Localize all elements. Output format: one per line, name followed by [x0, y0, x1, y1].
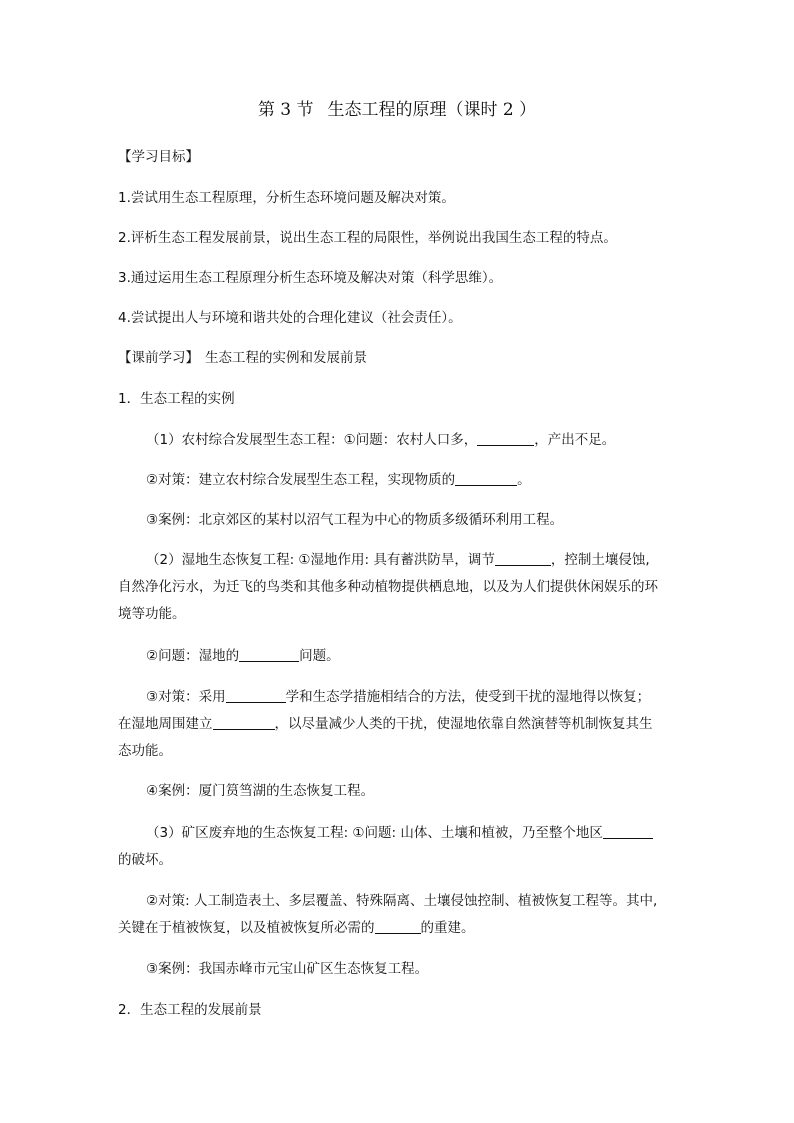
wetland-strategy-text: ③对策：采用 — [146, 689, 226, 705]
wetland-case-line: ④案例：厦门筼筜湖的生态恢复工程。 — [146, 783, 375, 799]
prestudy-heading — [118, 348, 367, 368]
section-number: 第 3 节 — [257, 100, 314, 120]
blank-line — [455, 471, 517, 486]
wetland-strategy-text-2: 在湿地周围建立 — [118, 716, 213, 732]
wetland-problem-text: ②问题：湿地的 — [146, 648, 240, 664]
blank-line — [226, 688, 286, 703]
objective-item: 2.评析生态工程发展前景，说出生态工程的局限性，举例说出我国生态工程的特点。 — [118, 230, 617, 246]
wetland-strategy-text-2-end: ，以尽量减少人类的干扰，使湿地依靠自然演替等机制恢复其生 — [274, 716, 653, 732]
objectives-heading: 【学习目标】 — [118, 149, 199, 165]
wetland-strategy-continued — [118, 714, 653, 734]
prestudy-topic: 生态工程的实例和发展前景 — [205, 350, 367, 366]
mine-strategy-line: ②对策: 人工制造表土、多层覆盖、特殊隔离、土壤侵蚀控制、植被恢复工程等。其中, — [146, 893, 658, 909]
wetland-problem-line — [146, 646, 340, 666]
section1-heading: 1．生态工程的实例 — [118, 391, 235, 407]
blank-line — [477, 431, 534, 446]
mine-case-line: ③案例：我国赤峰市元宝山矿区生态恢复工程。 — [146, 961, 429, 977]
mine-strategy-text-end: 的重建。 — [420, 920, 475, 936]
wetland-role-continued: 自然净化污水，为迁飞的鸟类和其他多种动植物提供栖息地，以及为人们提供休闲娱乐的环 — [118, 579, 658, 595]
objective-item: 4.尝试提出人与环境和谐共处的合理化建议（社会责任）。 — [118, 310, 462, 326]
objective-item: 1.尝试用生态工程原理，分析生态环境问题及解决对策。 — [118, 190, 455, 206]
wetland-role-text: （2）湿地生态恢复工程: ①湿地作用: 具有蓄洪防旱，调节 — [146, 552, 495, 568]
rural-problem-line — [146, 430, 615, 450]
blank-line — [495, 551, 551, 566]
blank-line — [603, 824, 653, 839]
rural-strategy-text-end: 。 — [517, 472, 531, 488]
rural-strategy-line — [146, 470, 531, 490]
wetland-strategy-end: 态功能。 — [118, 743, 172, 759]
prestudy-label: 【课前学习】 — [118, 350, 199, 366]
mine-problem-text: （3）矿区废弃地的生态恢复工程: ①问题: 山体、土壤和植被，乃至整个地区 — [146, 825, 603, 841]
section2-heading: 2．生态工程的发展前景 — [118, 1002, 262, 1018]
rural-problem-text: （1）农村综合发展型生态工程：①问题：农村人口多， — [146, 432, 478, 448]
wetland-role-end: 境等功能。 — [118, 606, 186, 622]
mine-strategy-text: 关键在于植被恢复，以及植被恢复所必需的 — [118, 920, 375, 936]
rural-case-line: ③案例：北京郊区的某村以沼气工程为中心的物质多级循环利用工程。 — [146, 512, 564, 528]
wetland-role-text-end: ，控制土壤侵蚀, — [550, 552, 650, 568]
blank-line — [375, 919, 421, 934]
wetland-problem-text-end: 问题。 — [299, 648, 340, 664]
rural-problem-text-end: ，产出不足。 — [534, 432, 616, 448]
wetland-strategy-line — [146, 687, 650, 707]
wetland-strategy-text-end: 学和生态学措施相结合的方法，使受到干扰的湿地得以恢复； — [285, 689, 651, 705]
lesson-title: 生态工程的原理（课时 2 ） — [327, 100, 537, 120]
blank-line — [239, 647, 299, 662]
objective-item: 3.通过运用生态工程原理分析生态环境及解决对策（科学思维）。 — [118, 270, 503, 286]
mine-strategy-continued — [118, 918, 475, 938]
wetland-role-line — [146, 550, 650, 570]
rural-strategy-text: ②对策：建立农村综合发展型生态工程，实现物质的 — [146, 472, 456, 488]
mine-problem-continued: 的破坏。 — [118, 852, 172, 868]
blank-line — [213, 715, 275, 730]
page-title — [0, 98, 794, 122]
mine-problem-line — [146, 823, 653, 843]
